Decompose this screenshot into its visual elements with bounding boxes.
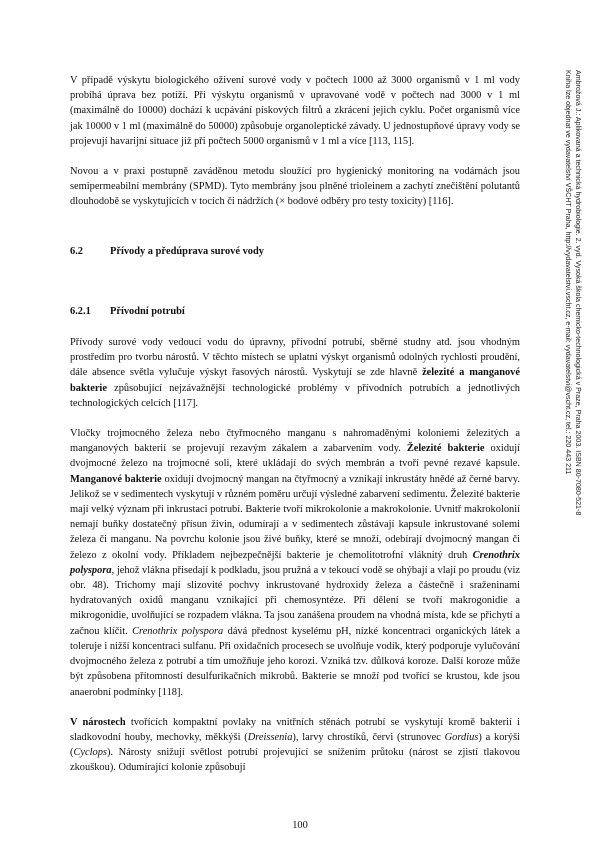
subsection-heading	[70, 304, 520, 319]
text-run: tvořících kompaktní povlaky na vnitřních stěnách potrubí se vyskytují kromě bakterií i sladkovodní houby, mechovky, měkkýši (	[70, 716, 520, 743]
text-run: oxidují dvojmocné železo na trojmocné soli, které ukládají do svých membrán a tvoří pevné rezavé kapsule.	[70, 443, 520, 470]
paragraph-organism-counts: V případě výskytu biologického oživení surové vody v počtech 1000 až 3000 organismů v 1 ml vody probíhá úprava bez potíží. Při výskytu organismů v upravované vodě v počtech nad 3000 v 1 ml (maximálně do 10000) dochází k ucpávání pískových filtrů a zkrácení jejich cyklu. Počet organismů více jak 10000 v 1 ml (maximálně do 50000) způsobuje organoleptické závady. U jednostupňové úpravy vody se projevují havarijní situace již při počtech 5000 organismů v 1 ml a více [113, 115].	[70, 75, 520, 147]
side-citation	[553, 70, 583, 640]
paragraph-spmd-monitoring: Novou a v praxi postupně zaváděnou metodu sloužící pro hygienický monitoring na vodárnách jsou semipermeabilní membrány (SPMD). Tyto membrány jsou plněné trioleinem a zachytí znečištění polutantů dlouhodobě se vyskytujících v tocích či nádržích (× bodové odběry pro testy toxicity) [116].	[70, 166, 520, 208]
bold-term: železité a manganové bakterie	[70, 367, 520, 394]
text-run: oxidují dvojmocný mangan na čtyřmocný a vznikají inkrustáty hnědé až černé barvy. Jelikož se v sedimentech vyskytují v různém poměru určují výsledné zabarvení sedimentu. Železité bakterie mají velký význam při inkrustaci potrubí. Bakterie tvoří mikrokolonie a makrokolonie. Uvnitř makrokolonií nemají buňky dostatečný přísun živin, odumírají a v sedimentech zůstávají kapsule inkrustované solemi železa či manganu. Na povrchu kolonie jsou živé buňky, které se množí, odebírají dvojmocný mangan či železo z okolní vody. Příkladem nejbezpečnější bakterie je chemolitotrofní vláknitý druh	[70, 473, 520, 561]
text-run: ). Nárosty snižují světlost potrubí projevující se snížením průtoku (nárost se zjistí tlakovou zkouškou). Odumírající kolonie způsobují	[70, 747, 520, 774]
section-number: 6.2	[70, 245, 83, 257]
species-name: Crenothrix polyspora	[70, 549, 520, 576]
bold-term: Manganové bakterie	[70, 473, 162, 485]
text-run: , jehož vlákna přisedají k podkladu, jsou pružná a v tekoucí vodě se ohýbají a vlají po proudu (viz obr. 48). Trichomy mají slizovité pochvy inkrustované hydroxidy železa a částečně i sraženinami hydratovaných oxidů manganu vznikající při chemosyntéze. Při dělení se tvoří makrogonidie a mikrogonidie, uvolňující se rozpadem vlákna. Ta jsou zanášena proudem na vhodná místa, kde se přichytí a začnou klíčit.	[70, 564, 520, 637]
text-run: Vločky trojmocného železa nebo čtyřmocného manganu s nahromaděnými koloniemi železitých a manganových bakterií se projevují rezavým zákalem a zabarvením vody.	[70, 428, 520, 455]
paragraph-supply-pipes	[70, 335, 520, 411]
text-run: způsobující nejzávažnější technologické problémy v přívodních potrubích a jednotlivých technologických celcích [117].	[70, 382, 520, 409]
text-run: dává přednost kyselému pH, nízké koncentraci organických látek a toleruje i nižší koncentraci sulfanu. Při oxidačních procesech se uvolňuje vodík, který podporuje vylučování dvojmocného železa z potrubí a tím umožňuje jeho korozi. Vzniká tzv. důlková koroze. Další koroze může být způsobena přítomností desulfurikačních mikrobů. Bakterie se množí pod tvořící se krustou, kde jsou anaerobní podmínky [118].	[70, 625, 520, 698]
species-name: Cyclops	[73, 747, 107, 759]
paragraph-biofilm-growths	[70, 715, 520, 776]
species-name: Crenothrix polyspora	[132, 625, 224, 637]
bold-term: V nárostech	[70, 716, 126, 728]
species-name: Dreissenia	[247, 731, 293, 743]
text-run: ), larvy chrostíků, červi (strunovec	[292, 731, 445, 743]
subsection-number: 6.2.1	[70, 305, 91, 317]
species-name: Gordius	[444, 731, 479, 743]
paragraph-iron-manganese-bacteria	[70, 426, 520, 700]
section-title: Přívody a předúprava surové vody	[110, 245, 264, 257]
section-heading	[70, 244, 520, 259]
page-number: 100	[292, 820, 308, 831]
text-run: Přívody surové vody vedoucí vodu do úpravny, přívodní potrubí, sběrné studny atd. jsou vhodným prostředím pro tvorbu nárostů. V těchto místech se uplatní výskyt organismů odolných rychlosti proudění, dále absence světla vylučuje výskyt řasových nárostů. Vyskytují se zde hlavně	[70, 337, 520, 379]
subsection-title: Přívodní potrubí	[110, 305, 185, 317]
text-run: ) a korýši (	[70, 731, 520, 759]
ordering-info-line: Kniha lze objednat ve vydavatelství VŠCHT Praha, http://vydavatelstvi.vscht.cz, e-mail: vydavatelstvi@vscht.cz, tel.: 220 443 211	[564, 70, 572, 475]
page-content	[70, 73, 520, 791]
bold-term: Železité bakterie	[406, 443, 485, 455]
citation-line: Ambrožová J.: Aplikovaná a technická hydrobiologie. 2. vyd. Vysoká škola chemicko-technologická v Praze, Praha 2003. ISBN 80-7080-521-8	[574, 70, 582, 516]
